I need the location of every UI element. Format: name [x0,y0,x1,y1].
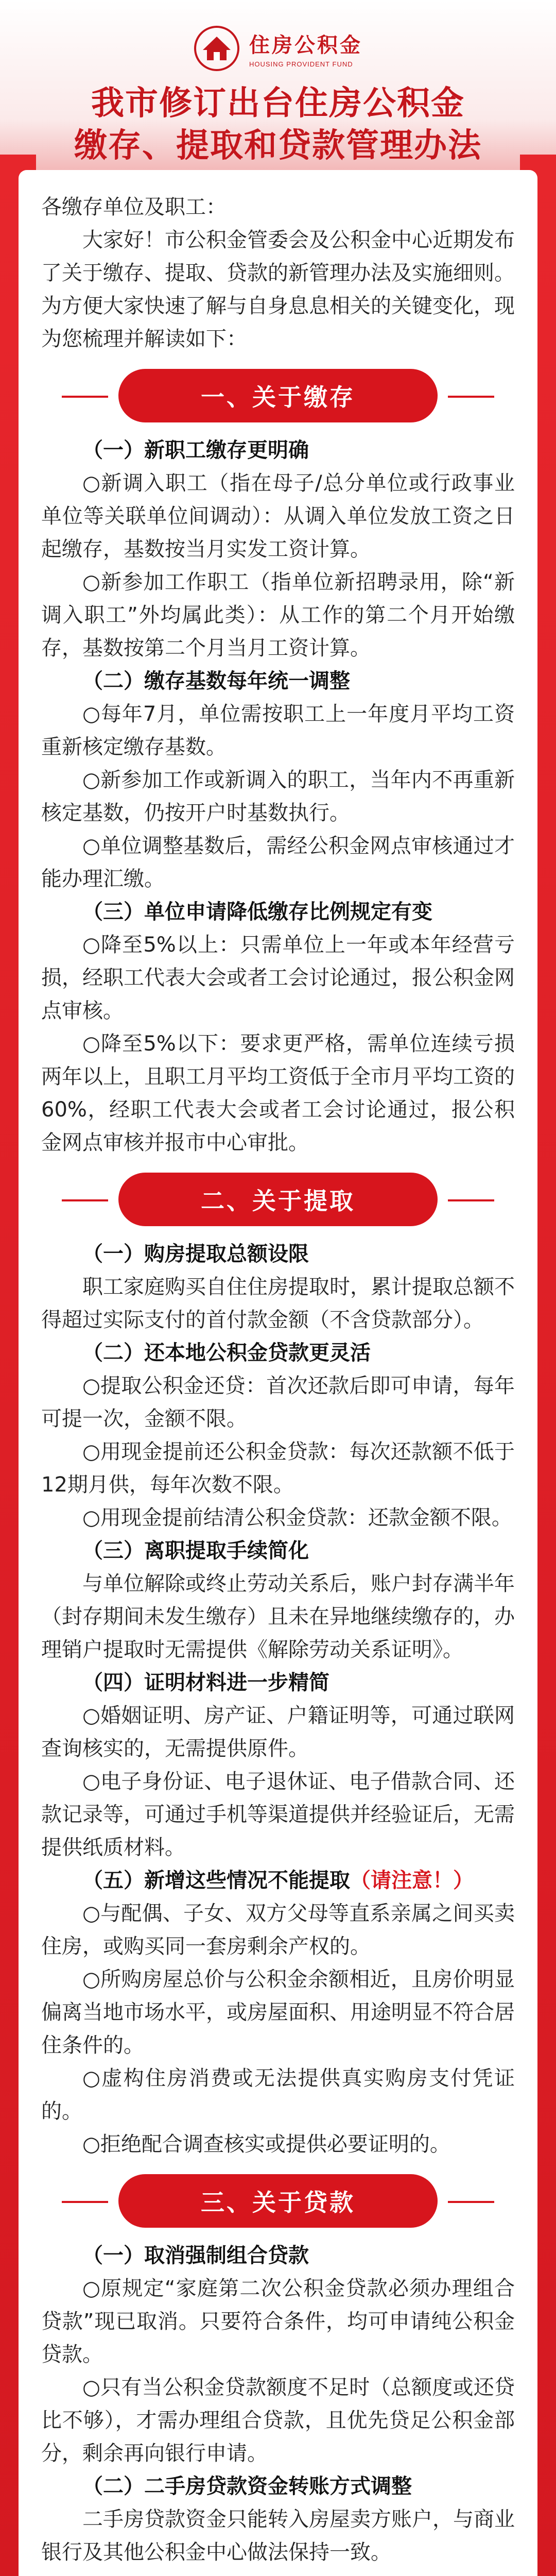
subheading: （二）还本地公积金贷款更灵活 [82,1341,371,1365]
paragraph: ○新参加工作或新调入的职工，当年内不再重新核定基数，仍按开户时基数执行。 [41,768,515,825]
paragraph: ○与配偶、子女、双方父母等直系亲属之间买卖住房，或购买同一套房剩余产权的。 [41,1902,515,1958]
paragraph: ○新参加工作职工（指单位新招聘录用，除“新调入职工”外均属此类）：从工作的第二个月开始缴存，基数按第二个月当月工资计算。 [41,570,515,660]
paragraph: ○电子身份证、电子退休证、电子借款合同、还款记录等，可通过手机等渠道提供并经验证后，无需提供纸质材料。 [41,1770,515,1859]
paragraph: ○虚构住房消费或无法提供真实购房支付凭证的。 [41,2066,515,2123]
house-emblem-icon [194,25,240,72]
section-ribbon: 一、关于缴存 [118,369,438,422]
logo-english-text: HOUSING PROVIDENT FUND [249,60,353,68]
subheading: （一）取消强制组合贷款 [82,2244,309,2267]
article-card [19,170,537,2576]
subheading: （三）单位申请降低缴存比例规定有变 [82,900,432,924]
subheading-with-warning [41,1864,515,1897]
page-title [0,82,556,167]
paragraph: ○婚姻证明、房产证、户籍证明等，可通过联网查询核实的，无需提供原件。 [41,1704,515,1760]
page-title-line-2: 缴存、提取和贷款管理办法 [74,126,482,165]
subheading-text: （五）新增这些情况不能提取 [82,1869,350,1892]
paragraph: ○只有当公积金贷款额度不足时（总额度或还贷比不够），才需办理组合贷款，且优先贷足公积金部分，剩余再向银行申请。 [41,2376,515,2465]
paragraph: 职工家庭购买自住住房提取时，累计提取总额不得超过实际支付的首付款金额（不含贷款部分）。 [41,1275,515,1332]
salutation: 各缴存单位及职工： [41,195,227,219]
paragraph: ○原规定“家庭第二次公积金贷款必须办理组合贷款”现已取消。只要符合条件，均可申请纯公积金贷款。 [41,2277,515,2366]
logo-chinese-text: 住房公积金 [249,33,362,57]
section-heading-deposit [41,369,515,422]
subheading: （二）缴存基数每年统一调整 [82,669,350,693]
paragraph: ○降至5%以下：要求更严格，需单位连续亏损两年以上，且职工月平均工资低于全市月平均工资的60%，经职工代表大会或者工会讨论通过，报公积金网点审核并报市中心审批。 [41,1032,515,1155]
section-ribbon: 二、关于提取 [118,1173,438,1226]
section-heading-loan [41,2174,515,2228]
subheading: （四）证明材料进一步精简 [82,1671,329,1694]
warning-note: （请注意！） [350,1869,474,1892]
paragraph: 二手房贷款资金只能转入房屋卖方账户，与商业银行及其他公积金中心做法保持一致。 [41,2507,515,2564]
paragraph: ○拒绝配合调查核实或提供必要证明的。 [82,2132,450,2156]
paragraph: ○用现金提前结清公积金贷款：还款金额不限。 [82,1506,512,1530]
section-ribbon: 三、关于贷款 [118,2174,438,2228]
paragraph: ○新调入职工（指在母子/总分单位或行政事业单位等关联单位间调动）：从调入单位发放工资之日起缴存，基数按当月实发工资计算。 [41,471,515,561]
subheading: （三）离职提取手续简化 [82,1539,309,1563]
paragraph: ○用现金提前还公积金贷款：每次还款额不低于12期月供，每年次数不限。 [41,1440,515,1497]
section-heading-withdrawal [41,1173,515,1226]
paragraph: 与单位解除或终止劳动关系后，账户封存满半年（封存期间未发生缴存）且未在异地继续缴存的，办理销户提取时无需提供《解除劳动关系证明》。 [41,1572,515,1662]
intro-paragraph: 大家好！市公积金管委会及公积金中心近期发布了关于缴存、提取、贷款的新管理办法及实施细则。为方便大家快速了解与自身息息相关的关键变化，现为您梳理并解读如下： [41,228,515,351]
logo [0,23,556,74]
page-title-line-1: 我市修订出台住房公积金 [91,84,465,123]
paragraph: ○所购房屋总价与公积金余额相近，且房价明显偏离当地市场水平，或房屋面积、用途明显不符合居住条件的。 [41,1968,515,2057]
paragraph: ○降至5%以上：只需单位上一年或本年经营亏损，经职工代表大会或者工会讨论通过，报公积金网点审核。 [41,933,515,1023]
subheading: （二）二手房贷款资金转账方式调整 [82,2475,412,2498]
paragraph: ○单位调整基数后，需经公积金网点审核通过才能办理汇缴。 [41,834,515,891]
paragraph: ○提取公积金还贷：首次还款后即可申请，每年可提一次，金额不限。 [41,1374,515,1431]
subheading: （一）新职工缴存更明确 [82,438,309,462]
paragraph: ○每年7月，单位需按职工上一年度月平均工资重新核定缴存基数。 [41,702,515,759]
subheading: （一）购房提取总额设限 [82,1242,309,1266]
